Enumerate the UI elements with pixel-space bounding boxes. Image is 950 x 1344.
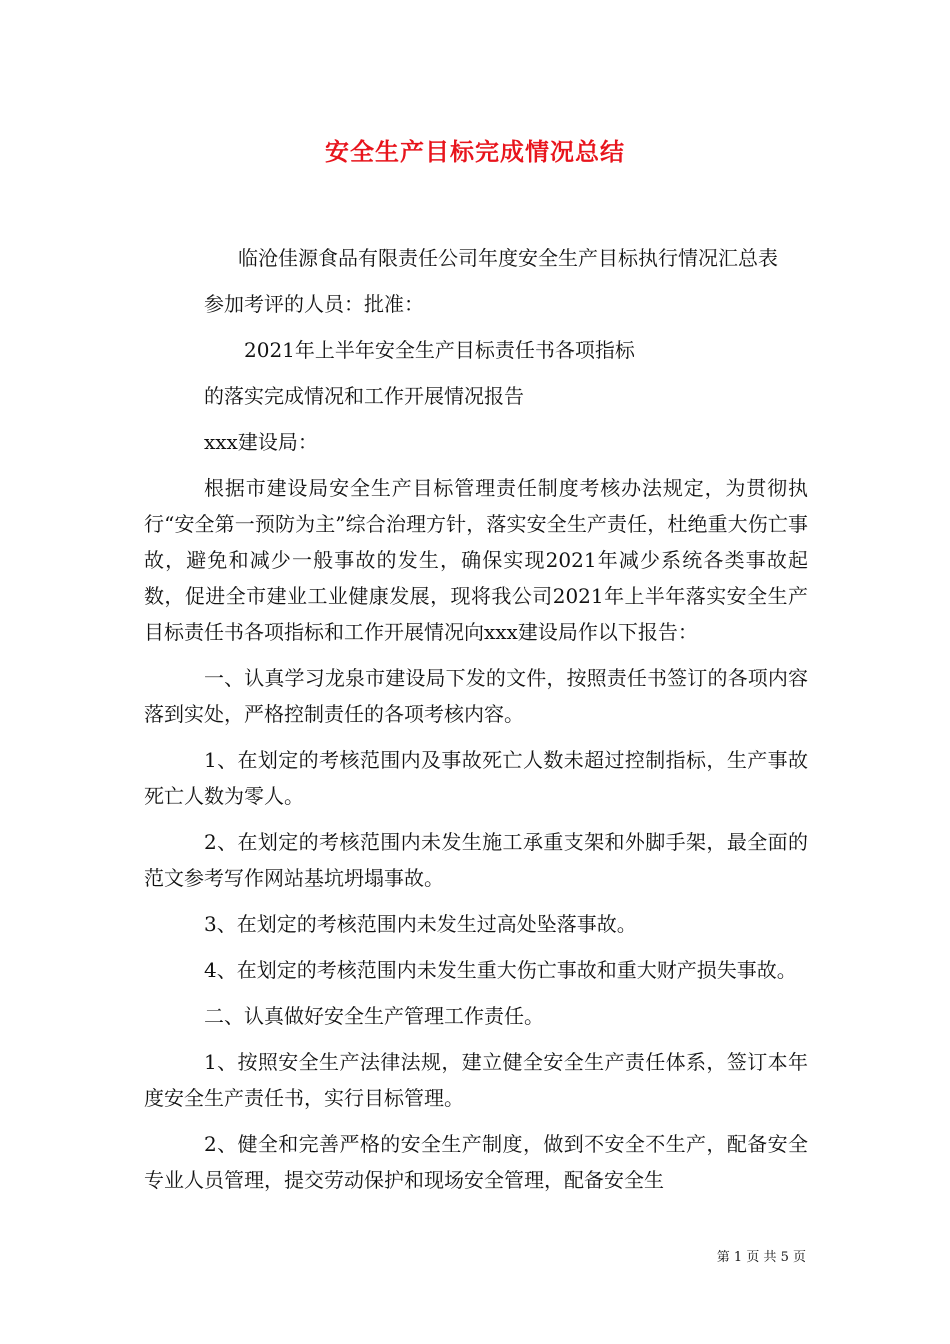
document-title: 安全生产目标完成情况总结	[325, 138, 625, 166]
paragraph-item-2-1: 1、按照安全生产法律法规，建立健全安全生产责任体系，签订本年度安全生产责任书，实行目标管理。	[144, 1050, 808, 1110]
paragraph-item-2-2: 2、健全和完善严格的安全生产制度，做到不安全不生产，配备安全专业人员管理，提交劳动保护和现场安全管理，配备安全生	[144, 1132, 808, 1192]
paragraph-section-one: 一、认真学习龙泉市建设局下发的文件，按照责任书签订的各项内容落到实处，严格控制责任的各项考核内容。	[144, 666, 808, 726]
paragraph-summary-table-title: 临沧佳源食品有限责任公司年度安全生产目标执行情况汇总表	[238, 246, 778, 270]
paragraph-section-two: 二、认真做好安全生产管理工作责任。	[204, 1004, 544, 1028]
document-body	[144, 240, 808, 1198]
paragraph-item-1-2: 2、在划定的考核范围内未发生施工承重支架和外脚手架，最全面的范文参考写作网站基坑坍塌事故。	[144, 830, 808, 890]
paragraph-reviewers: 参加考评的人员：批准：	[204, 292, 424, 316]
paragraph-item-1-4: 4、在划定的考核范围内未发生重大伤亡事故和重大财产损失事故。	[204, 958, 797, 982]
paragraph-item-1-3: 3、在划定的考核范围内未发生过高处坠落事故。	[204, 912, 637, 936]
paragraph-report-title-line1: 2021年上半年安全生产目标责任书各项指标	[244, 338, 635, 362]
page-number: 第 1 页 共 5 页	[716, 1250, 806, 1265]
paragraph-introduction: 根据市建设局安全生产目标管理责任制度考核办法规定，为贯彻执行“安全第一预防为主”综合治理方针，落实安全生产责任，杜绝重大伤亡事故，避免和减少一般事故的发生，确保实现2021年减少系统各类事故起数，促进全市建业工业健康发展，现将我公司2021年上半年落实安全生产目标责任书各项指标和工作开展情况向xxx建设局作以下报告：	[144, 476, 808, 644]
paragraph-item-1-1: 1、在划定的考核范围内及事故死亡人数未超过控制指标，生产事故死亡人数为零人。	[144, 748, 808, 808]
paragraph-addressee: xxx建设局：	[204, 430, 318, 454]
paragraph-report-title-line2: 的落实完成情况和工作开展情况报告	[204, 384, 524, 408]
